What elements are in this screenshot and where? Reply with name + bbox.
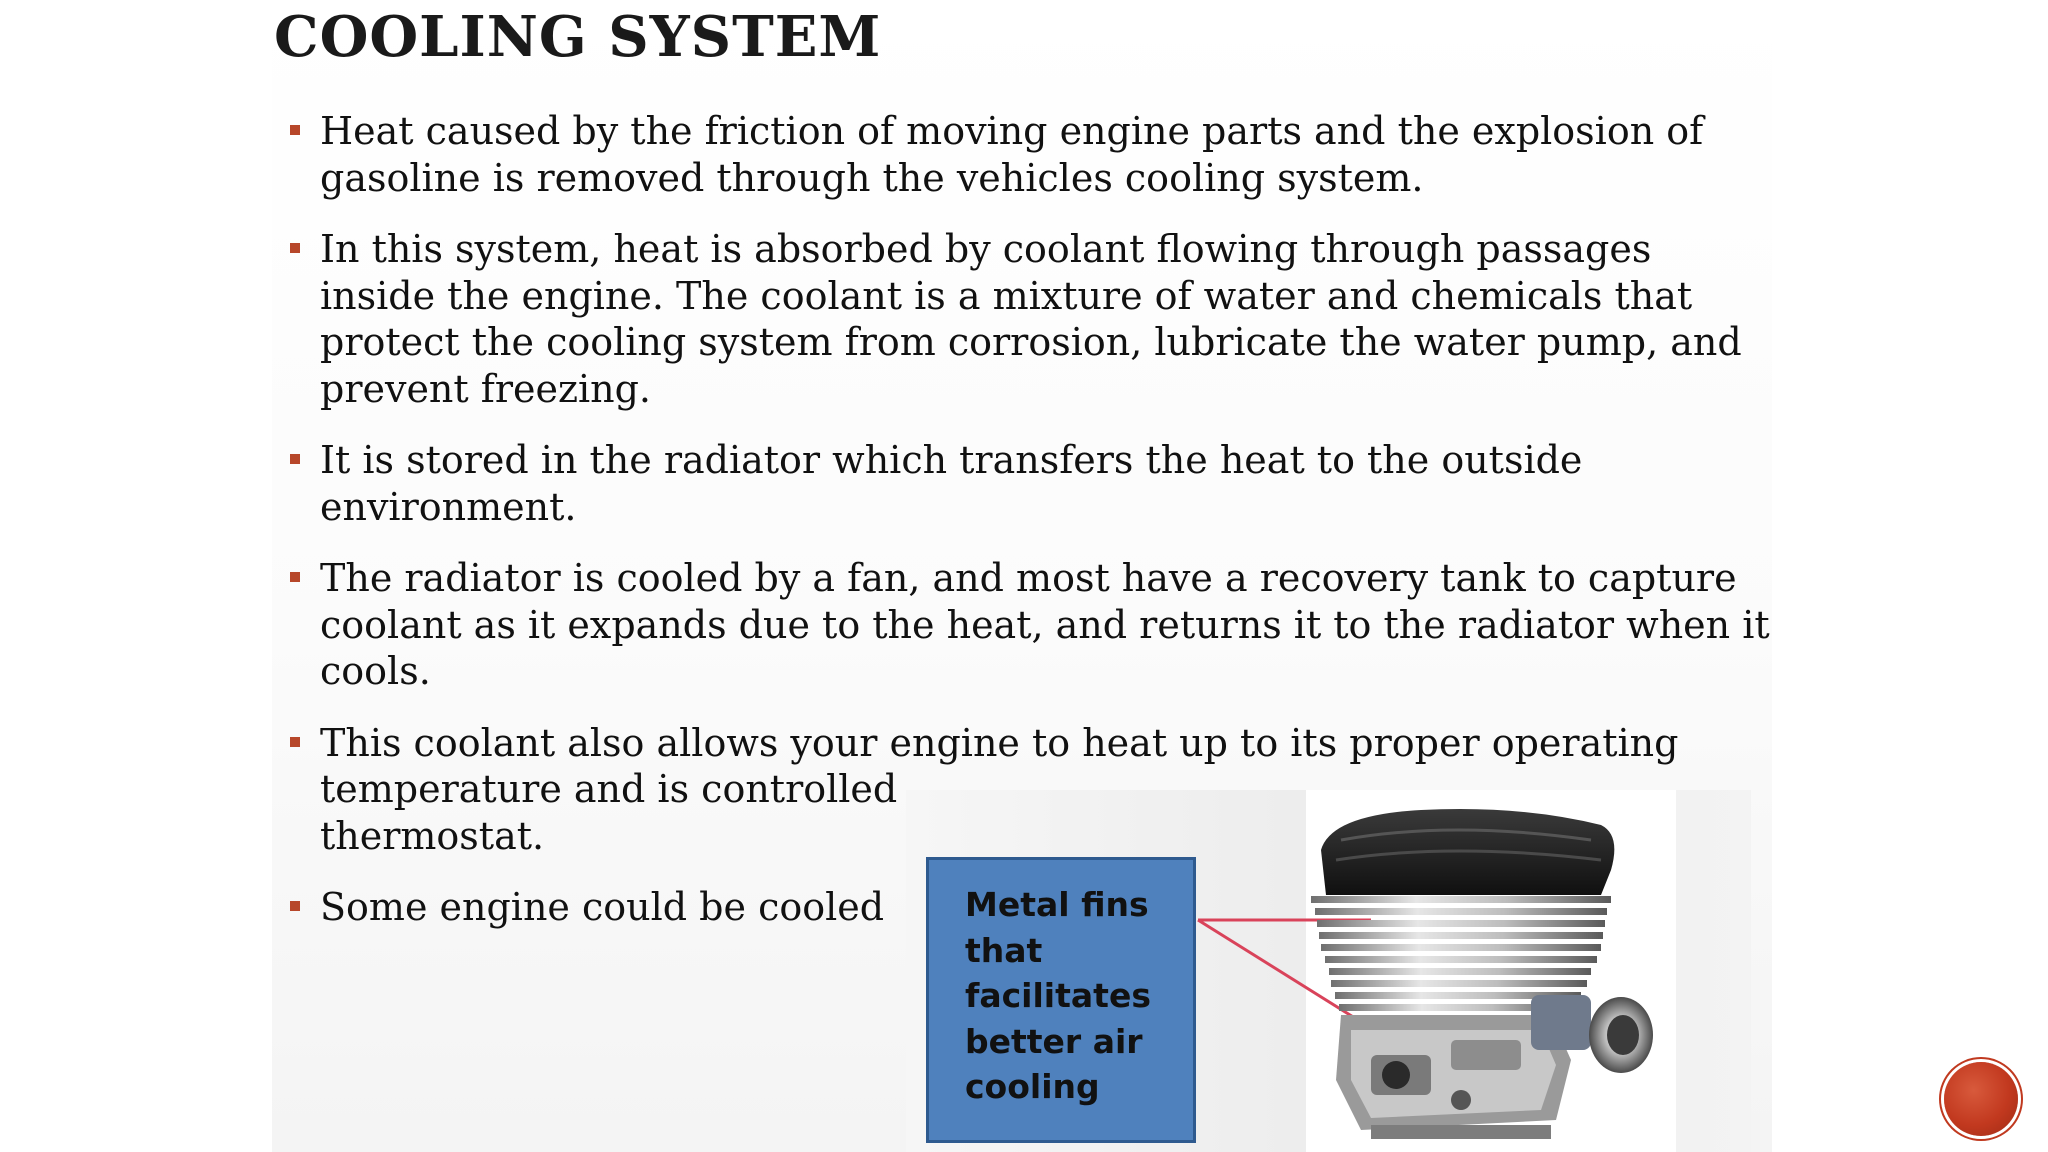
- callout-line: better air: [965, 1021, 1143, 1061]
- bullet-marker-icon: [290, 243, 300, 253]
- bullet-item: [290, 555, 1770, 695]
- bullet-text: Some engine could be cooled: [320, 885, 885, 929]
- bullet-item: [290, 108, 1770, 201]
- bullet-marker-icon: [290, 572, 300, 582]
- bullet-item: [290, 437, 1770, 530]
- bullet-text: It is stored in the radiator which transfers the heat to the outside environment.: [320, 438, 1583, 529]
- bullet-text-continuation: thermostat.: [320, 813, 545, 858]
- bullet-marker-icon: [290, 901, 300, 911]
- bullet-item: [290, 226, 1770, 412]
- red-circle-button-icon[interactable]: [1944, 1062, 2018, 1136]
- callout-line: cooling: [965, 1067, 1100, 1106]
- callout-line: Metal fins: [965, 885, 1149, 924]
- bullet-text: This coolant also allows your engine to heat up to its proper operating temperature and is controlled: [320, 720, 1679, 811]
- bullet-text: The radiator is cooled by a fan, and most have a recovery tank to capture coolant as it expands due to the heat, and returns it to the radiator when it cools.: [320, 556, 1770, 693]
- callout-line: that: [965, 930, 1043, 970]
- callout-line: facilitates: [965, 976, 1151, 1015]
- bullet-text: In this system, heat is absorbed by coolant flowing through passages inside the engine. The coolant is a mixture of water and chemicals that protect the cooling system from corrosion, lubricate the water pump, and prevent freezing.: [320, 227, 1742, 411]
- engine-figure: [906, 790, 1751, 1152]
- bullet-marker-icon: [290, 737, 300, 747]
- bullet-marker-icon: [290, 125, 300, 135]
- callout-box: [926, 857, 1196, 1143]
- bullet-text: Heat caused by the friction of moving engine parts and the explosion of gasoline is removed through the vehicles cooling system.: [320, 109, 1704, 200]
- air-cooled-engine-icon: [1301, 800, 1661, 1150]
- slide-title: COOLING SYSTEM: [274, 4, 882, 70]
- bullet-marker-icon: [290, 454, 300, 464]
